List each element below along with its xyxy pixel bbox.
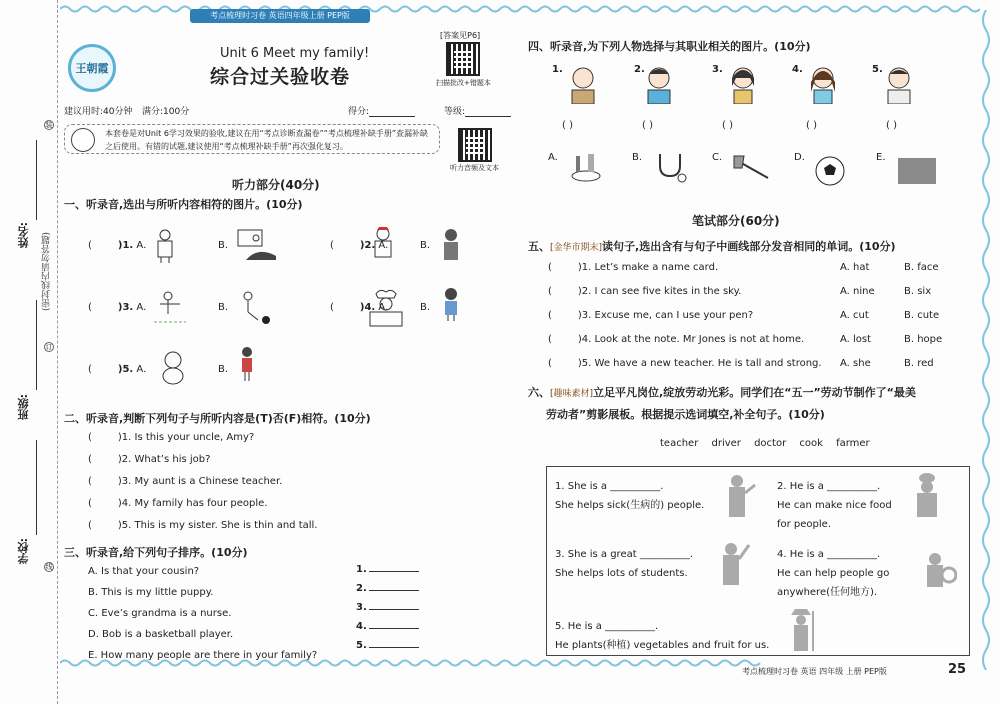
q2-sentence-5: )5. This is my sister. She is thin and tall. (117, 520, 318, 531)
q3-answer-2[interactable] (356, 583, 419, 594)
q6-item-2-line-1[interactable]: 2. He is a __________. (777, 481, 881, 492)
q3-option-c: C. Eve’s grandma is a nurse. (88, 608, 232, 619)
football-player-picture-icon (234, 290, 272, 326)
q5-tag: [金华市期末] (550, 243, 603, 253)
seal-line-note: (密封线内请勿答题) (42, 232, 52, 312)
paren-open: ( (548, 358, 552, 369)
q5-item-4[interactable] (548, 334, 804, 345)
paren-open: ( (548, 262, 552, 273)
q5-item-1[interactable] (548, 262, 718, 273)
class-field[interactable] (36, 300, 37, 390)
class-label: 班级: (17, 394, 30, 421)
full-score: 满分:100分 (142, 107, 190, 117)
q3-option-d: D. Bob is a basketball player. (88, 629, 234, 640)
doctor-silhouette-icon (723, 473, 757, 517)
q6-answer-box (546, 466, 970, 656)
q5-instruction: 读句子,选出含有与句子中画线部分发音相同的单词。(10分) (602, 240, 896, 253)
q5-sentence-5: )5. We have a new teacher. He is tall and strong. (577, 358, 822, 369)
q4-option-c[interactable]: C. (712, 152, 723, 163)
blackboard-icon (898, 156, 936, 190)
man-avatar-icon (642, 64, 676, 104)
q4-answer-5[interactable]: ( ) (886, 120, 897, 131)
q3-option-b: B. This is my little puppy. (88, 587, 214, 598)
qr-code-audio-icon[interactable] (458, 128, 492, 162)
answer-number: 5. (356, 640, 367, 651)
q2-item-3[interactable] (88, 476, 282, 487)
q5-item-1-b[interactable]: B. face (904, 262, 939, 273)
page-title: 综合过关验收卷 (210, 66, 351, 88)
binding-margin (0, 0, 58, 704)
suggested-time: 建议用时:40分钟 (64, 107, 133, 117)
publisher-logo (68, 44, 116, 92)
q6-item-4-line-3: anywhere(任何地方). (777, 587, 878, 598)
student-face-icon (71, 128, 95, 152)
baby-picture-icon (158, 350, 188, 386)
item-number: )4. (359, 302, 376, 313)
q6-item-1-line-2: She helps sick(生病的) people. (555, 500, 705, 511)
q6-item-5-line-2: He plants(种植) vegetables and fruit for us. (555, 640, 770, 651)
farmer-silhouette-icon (787, 607, 821, 651)
qr-caption-audio: 听力音频及文本 (450, 164, 499, 172)
paren-open: ( (88, 476, 92, 487)
q6-item-3-line-2: She helps lots of students. (555, 568, 688, 579)
score-field[interactable] (348, 104, 415, 117)
q4-option-b[interactable]: B. (632, 152, 643, 163)
q5-sentence-3: )3. Excuse me, can I use your pen? (577, 310, 754, 321)
q1-item-2-b[interactable]: B. (420, 240, 431, 251)
q6-tag: [趣味素材] (550, 389, 594, 399)
grade-field[interactable] (444, 104, 511, 117)
q4-person-2-num: 2. (634, 64, 645, 75)
item-number: )5. (117, 364, 134, 375)
cook-picture-icon (364, 288, 408, 328)
q6-item-5[interactable] (555, 617, 769, 655)
boy-avatar-icon (882, 64, 916, 104)
q4-option-d[interactable]: D. (794, 152, 805, 163)
q2-item-5[interactable] (88, 520, 317, 531)
q2-item-2[interactable] (88, 454, 210, 465)
q6-item-3-line-1[interactable]: 3. She is a great __________. (555, 549, 694, 560)
q3-answer-3[interactable] (356, 602, 419, 613)
q5-item-2[interactable] (548, 286, 741, 297)
seal-circle-3: 线 (45, 563, 53, 571)
q5-sentence-2: )2. I can see five kites in the sky. (577, 286, 742, 297)
option-a[interactable]: A. (136, 240, 147, 251)
q4-answer-1[interactable]: ( ) (562, 120, 573, 131)
q1-item-4-b[interactable]: B. (420, 302, 431, 313)
q3-answer-5[interactable] (356, 640, 419, 651)
girl-picture-icon (438, 286, 464, 322)
q1-title: 一、听录音,选出与所听内容相符的图片。(10分) (64, 198, 303, 211)
q6-instruction-1: 立足平凡岗位,绽放劳动光彩。同学们在“五一”劳动节制作了“最美 (593, 386, 916, 399)
paren-open: ( (88, 454, 92, 465)
score-blank[interactable] (369, 107, 415, 117)
paren-open: ( (548, 310, 552, 321)
paren-open: ( (88, 520, 92, 531)
q1-item-1[interactable] (88, 240, 146, 251)
name-label: 姓名: (17, 222, 30, 249)
paren-open: ( (88, 240, 92, 251)
unit-title: Unit 6 Meet my family! (220, 46, 370, 61)
q6-item-4[interactable] (777, 545, 889, 602)
woman-picture-icon (438, 226, 464, 262)
q5-item-4-a[interactable]: A. lost (840, 334, 872, 345)
page-number: 25 (948, 662, 967, 677)
seal-circle-1: 装 (45, 121, 53, 129)
q2-item-1[interactable] (88, 432, 254, 443)
score-label: 得分: (348, 107, 370, 117)
q6-word-bank: teacher driver doctor cook farmer (660, 438, 870, 449)
q6-item-1[interactable] (555, 477, 704, 515)
q4-option-e[interactable]: E. (876, 152, 886, 163)
paren-open: ( (330, 302, 334, 313)
girl-avatar-icon (806, 64, 840, 104)
q5-number: 五、 (528, 240, 550, 253)
q6-item-2-line-3: for people. (777, 519, 832, 530)
q3-answer-1[interactable] (356, 564, 419, 575)
qr-code-icon[interactable] (446, 42, 480, 76)
answer-number: 4. (356, 621, 367, 632)
option-a[interactable]: A. (136, 302, 147, 313)
nurse-picture-icon (370, 226, 396, 262)
option-a[interactable]: A. (136, 364, 147, 375)
q4-answer-2[interactable]: ( ) (642, 120, 653, 131)
footer-text: 考点梳理时习卷 英语 四年级 上册 PEP版 (742, 667, 887, 676)
cook-silhouette-icon (909, 473, 943, 517)
school-field[interactable] (36, 440, 37, 535)
q5-title (528, 238, 896, 254)
instruction-note (64, 124, 440, 154)
q5-item-5-b[interactable]: B. red (904, 358, 934, 369)
paren-open: ( (88, 432, 92, 443)
q2-item-4[interactable] (88, 498, 268, 509)
q3-title: 三、听录音,给下列句子排序。(10分) (64, 546, 248, 559)
listening-heading: 听力部分(40分) (232, 178, 320, 192)
paren-open: ( (548, 334, 552, 345)
school-label: 学校: (17, 538, 30, 565)
kitchen-tools-icon (568, 150, 606, 184)
q6-item-2[interactable] (777, 477, 892, 534)
q6-title-line-2: 劳动者”剪影展板。根据提示选词填空,补全句子。(10分) (546, 408, 825, 421)
q6-item-2-line-2: He can make nice food (777, 500, 892, 511)
q6-item-3[interactable] (555, 545, 693, 583)
q5-sentence-4: )4. Look at the note. Mr Jones is not at home. (577, 334, 805, 345)
doctor-picture-icon (152, 228, 178, 264)
answer-number: 2. (356, 583, 367, 594)
q1-item-5[interactable] (88, 364, 146, 375)
q3-answer-4[interactable] (356, 621, 419, 632)
q5-item-3-b[interactable]: B. cute (904, 310, 940, 321)
item-number: )3. (117, 302, 134, 313)
option-a[interactable]: A. (378, 240, 389, 251)
answer-number: 1. (356, 564, 367, 575)
name-field[interactable] (36, 140, 37, 220)
writing-heading: 笔试部分(60分) (692, 214, 780, 228)
q6-number: 六、 (528, 386, 550, 399)
paren-open: ( (330, 240, 334, 251)
paren-open: ( (548, 286, 552, 297)
q3-option-e: E. How many people are there in your family? (88, 650, 318, 661)
q1-item-1-b[interactable]: B. (218, 240, 229, 251)
grade-label: 等级: (444, 107, 466, 117)
q5-item-1-a[interactable]: A. hat (840, 262, 870, 273)
q5-item-4-b[interactable]: B. hope (904, 334, 943, 345)
q6-item-4-line-2: He can help people go (777, 568, 890, 579)
q1-item-3[interactable] (88, 302, 146, 313)
paren-open: ( (88, 498, 92, 509)
football-icon (814, 154, 852, 188)
farmer-picture-icon (150, 290, 190, 326)
q5-item-2-a[interactable]: A. nine (840, 286, 875, 297)
q6-item-1-line-1[interactable]: 1. She is a __________. (555, 481, 664, 492)
option-a[interactable]: A. (378, 302, 389, 313)
q5-item-3[interactable] (548, 310, 753, 321)
q2-title: 二、听录音,判断下列句子与所听内容是(T)否(F)相符。(10分) (64, 412, 371, 425)
driver-silhouette-icon (923, 551, 957, 595)
seal-circle-2: 订 (45, 343, 53, 351)
stethoscope-icon (652, 150, 690, 184)
q4-person-3-num: 3. (712, 64, 723, 75)
instruction-text: 本套卷是对Unit 6学习效果的验收,建议在用“考点诊断查漏卷”“考点梳理补缺手册”查漏补缺之后使用。有错的试题,建议使用“考点梳理补缺手册”再次强化复习。 (105, 129, 429, 151)
q1-item-5-b[interactable]: B. (218, 364, 229, 375)
q5-item-5-a[interactable]: A. she (840, 358, 871, 369)
grandpa-avatar-icon (566, 64, 600, 104)
series-banner: 考点梳理时习卷 英语四年级上册 PEP版 (190, 9, 370, 23)
q5-item-5[interactable] (548, 358, 822, 369)
q1-item-3-b[interactable]: B. (218, 302, 229, 313)
q6-item-5-line-1[interactable]: 5. He is a __________. (555, 621, 659, 632)
q4-person-4-num: 4. (792, 64, 803, 75)
q2-sentence-3: )3. My aunt is a Chinese teacher. (117, 476, 283, 487)
item-number: )2. (359, 240, 376, 251)
q5-item-3-a[interactable]: A. cut (840, 310, 869, 321)
q2-sentence-4: )4. My family has four people. (117, 498, 268, 509)
q6-item-4-line-1[interactable]: 4. He is a __________. (777, 549, 881, 560)
q2-sentence-2: )2. What’s his job? (117, 454, 211, 465)
hoe-icon (732, 150, 770, 184)
q4-title: 四、听录音,为下列人物选择与其职业相关的图片。(10分) (528, 40, 811, 53)
q4-option-a[interactable]: A. (548, 152, 558, 163)
woman-avatar-icon (726, 64, 760, 104)
q5-item-2-b[interactable]: B. six (904, 286, 932, 297)
item-number: )1. (117, 240, 134, 251)
teacher-silhouette-icon (717, 541, 751, 585)
q3-option-a: A. Is that your cousin? (88, 566, 200, 577)
q5-sentence-1: )1. Let’s make a name card. (577, 262, 719, 273)
q4-answer-4[interactable]: ( ) (806, 120, 817, 131)
paren-open: ( (88, 302, 92, 313)
q2-sentence-1: )1. Is this your uncle, Amy? (117, 432, 255, 443)
q6-title-line-1 (528, 384, 916, 400)
q4-answer-3[interactable]: ( ) (722, 120, 733, 131)
driver-car-picture-icon (236, 226, 280, 262)
answer-number: 3. (356, 602, 367, 613)
paren-open: ( (88, 364, 92, 375)
wavy-border-right (980, 10, 992, 670)
qr-caption-grading: 扫描批改+错题本 (436, 79, 491, 87)
logo-text: 王朝霞 (75, 62, 109, 75)
q4-person-1-num: 1. (552, 64, 563, 75)
answer-reference: [答案见P6] (440, 31, 481, 40)
tall-girl-picture-icon (234, 346, 260, 382)
grade-blank[interactable] (465, 107, 511, 117)
q4-person-5-num: 5. (872, 64, 883, 75)
